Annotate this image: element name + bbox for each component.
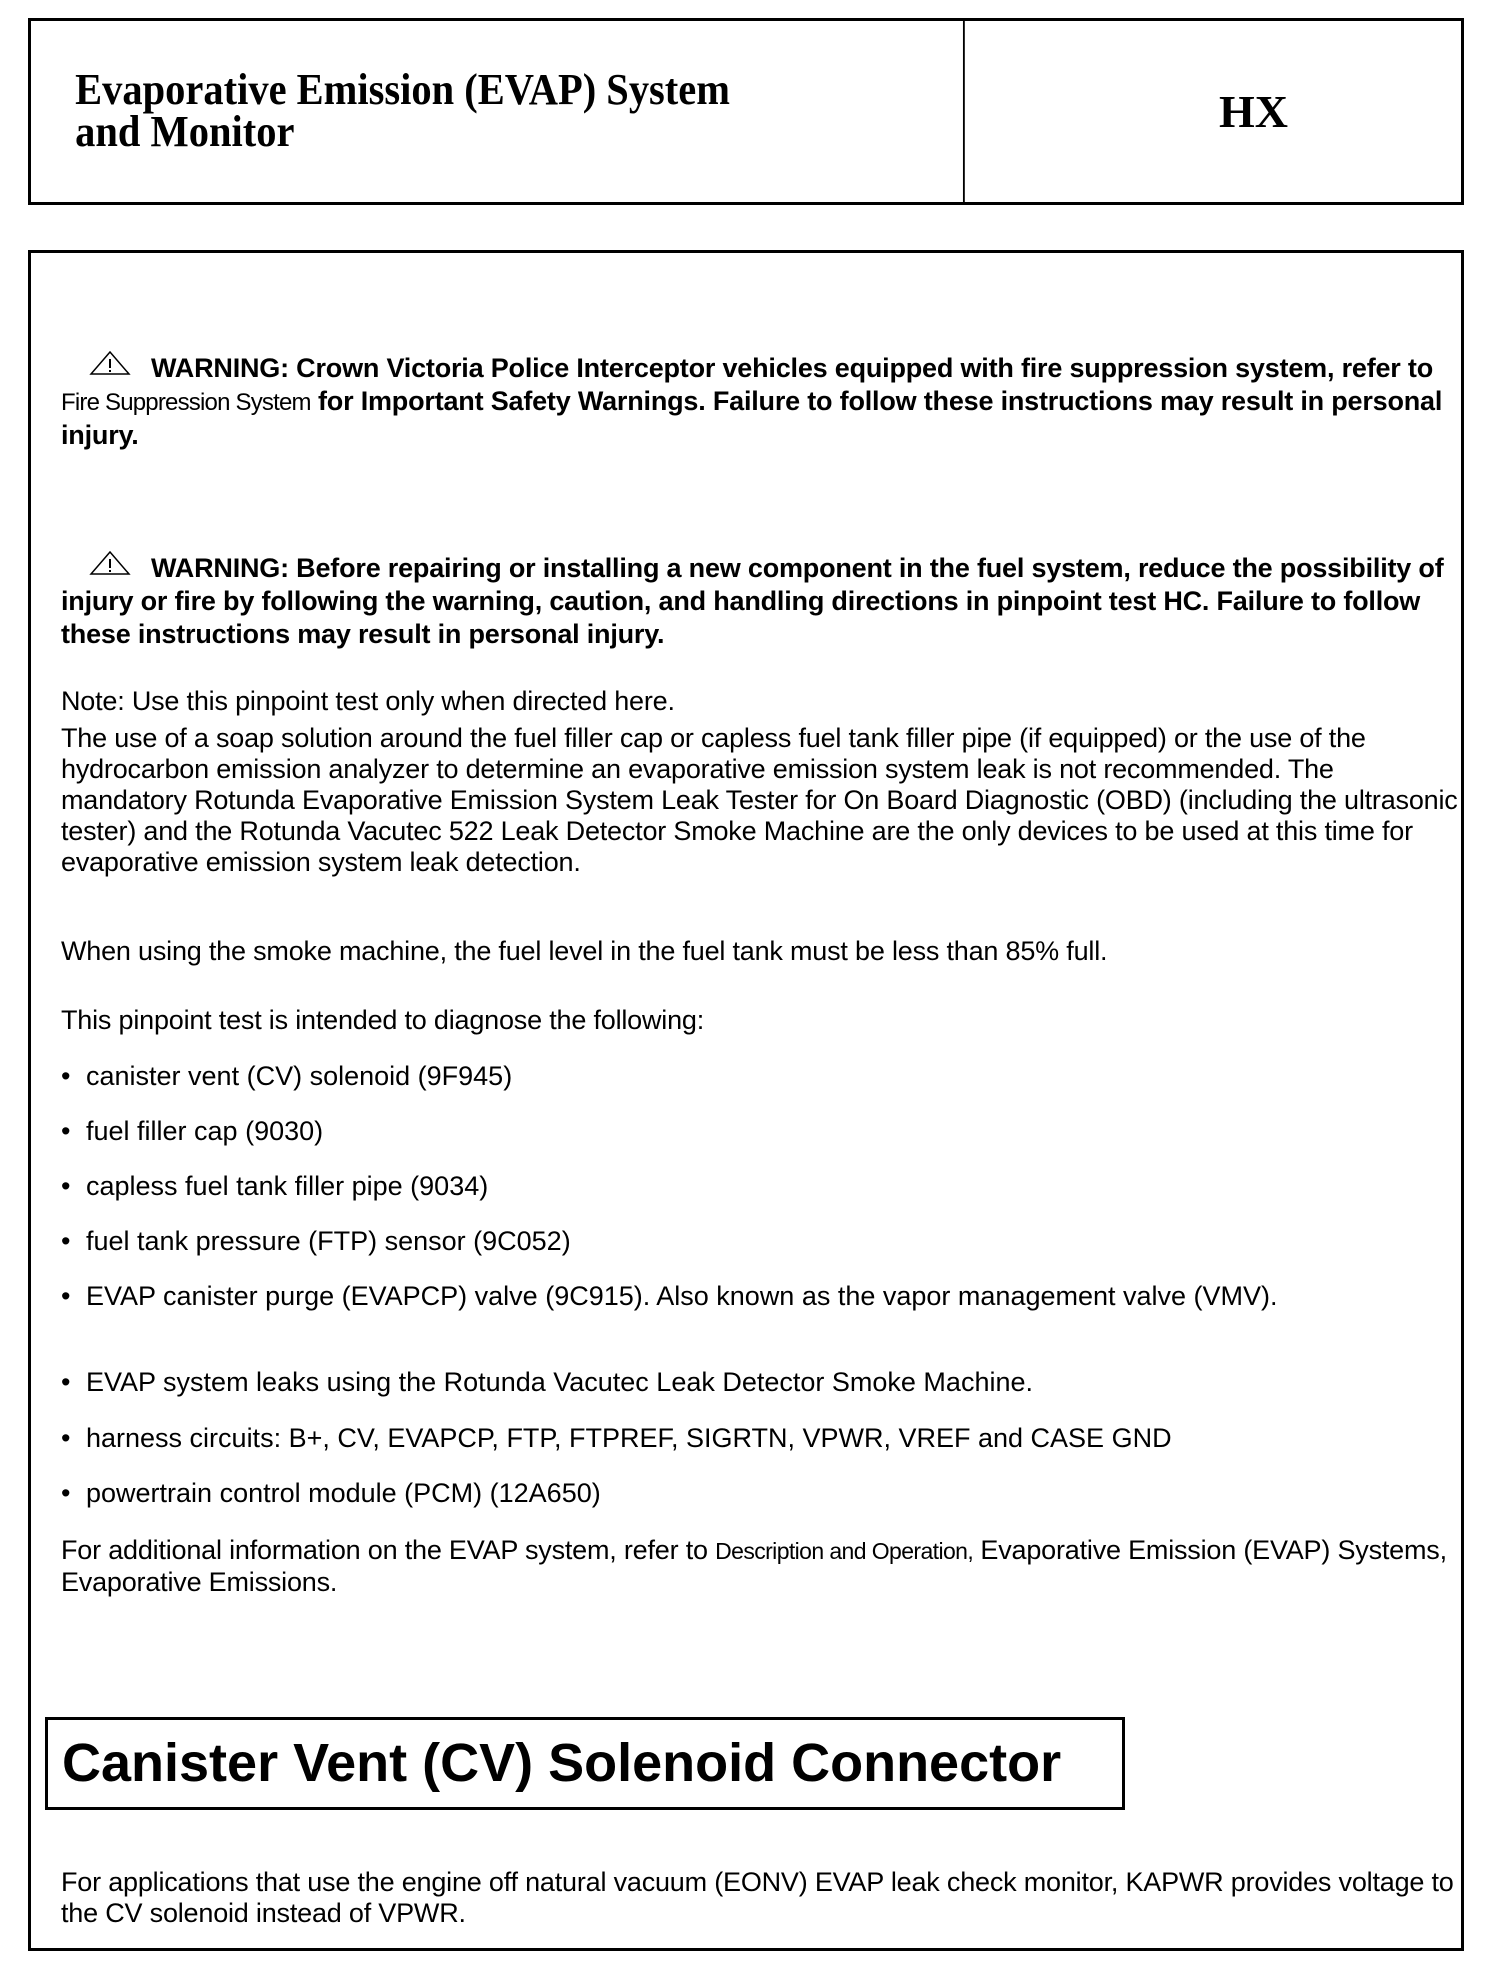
title-line-1: Evaporative Emission (EVAP) System: [75, 65, 730, 114]
additional-info: For additional information on the EVAP system, refer to Description and Operation, Evaporative Emission (EVAP) Systems, Evaporative Emissions.: [61, 1535, 1447, 1597]
list-item: • canister vent (CV) solenoid (9F945): [61, 1061, 513, 1091]
warning-triangle-icon: [89, 351, 131, 375]
bullet-glyph: •: [61, 1367, 71, 1397]
section-text: For applications that use the engine off natural vacuum (EONV) EVAP leak check monitor, KAPWR provides voltage to the CV solenoid instead of VPWR.: [61, 1867, 1454, 1928]
section-heading-box: [45, 1717, 1125, 1810]
bullet-glyph: •: [61, 1116, 71, 1146]
document-header: [28, 18, 1464, 205]
list-item: • fuel filler cap (9030): [61, 1116, 324, 1146]
section-code: HX: [1219, 86, 1288, 137]
warning-fuel-system: [61, 551, 1461, 651]
bullet-glyph: •: [61, 1423, 71, 1453]
paragraph-soap-solution: The use of a soap solution around the fuel filler cap or capless fuel tank filler pipe (if equipped) or the use of the hydrocarbon emission analyzer to determine an evaporative emission system leak is not recommended. The mandatory Rotunda Evaporative Emission System Leak Tester for On Board Diagnostic (OBD) (including the ultrasonic tester) and the Rotunda Vacutec 522 Leak Detector Smoke Machine are the only devices to be used at this time for evaporative emission system leak detection.: [61, 723, 1458, 877]
bullet-glyph: •: [61, 1281, 71, 1311]
description-operation-link[interactable]: Description and Operation,: [715, 1538, 974, 1564]
note-text: Note: Use this pinpoint test only when directed here.: [61, 686, 675, 716]
warning-text-2: WARNING: Before repairing or installing a new component in the fuel system, reduce the possibility of injury or fire by following the warning, caution, and handling directions in pinpoint test HC. Failure to follow these instructions may result in personal injury.: [61, 553, 1444, 649]
list-item: • EVAP canister purge (EVAPCP) valve (9C915). Also known as the vapor management valve (VMV).: [61, 1281, 1278, 1311]
warning-text-1a: WARNING: Crown Victoria Police Interceptor vehicles equipped with fire suppression system, refer to: [151, 353, 1434, 383]
list-item: • harness circuits: B+, CV, EVAPCP, FTP, FTPREF, SIGRTN, VPWR, VREF and CASE GND: [61, 1423, 1172, 1453]
diagnose-intro: This pinpoint test is intended to diagnose the following:: [61, 1005, 705, 1035]
document-title: [31, 21, 965, 202]
section-heading: Canister Vent (CV) Solenoid Connector: [62, 1733, 1062, 1793]
bullet-glyph: •: [61, 1171, 71, 1201]
paragraph-smoke-machine: When using the smoke machine, the fuel level in the fuel tank must be less than 85% full.: [61, 936, 1108, 966]
list-item: • capless fuel tank filler pipe (9034): [61, 1171, 489, 1201]
list-item: • fuel tank pressure (FTP) sensor (9C052): [61, 1226, 571, 1256]
warning-text-1b: for Important Safety Warnings. Failure to follow these instructions may result in personal injury.: [61, 386, 1443, 450]
warning-triangle-icon: [89, 551, 131, 575]
bullet-glyph: •: [61, 1226, 71, 1256]
warning-fire-suppression: [61, 351, 1461, 452]
title-line-2: and Monitor: [75, 107, 295, 156]
content-box: [28, 250, 1464, 1951]
bullet-glyph: •: [61, 1061, 71, 1091]
list-item: • EVAP system leaks using the Rotunda Vacutec Leak Detector Smoke Machine.: [61, 1367, 1033, 1397]
list-item: • powertrain control module (PCM) (12A650): [61, 1478, 601, 1508]
bullet-glyph: •: [61, 1478, 71, 1508]
fire-suppression-link[interactable]: Fire Suppression System: [61, 389, 311, 416]
